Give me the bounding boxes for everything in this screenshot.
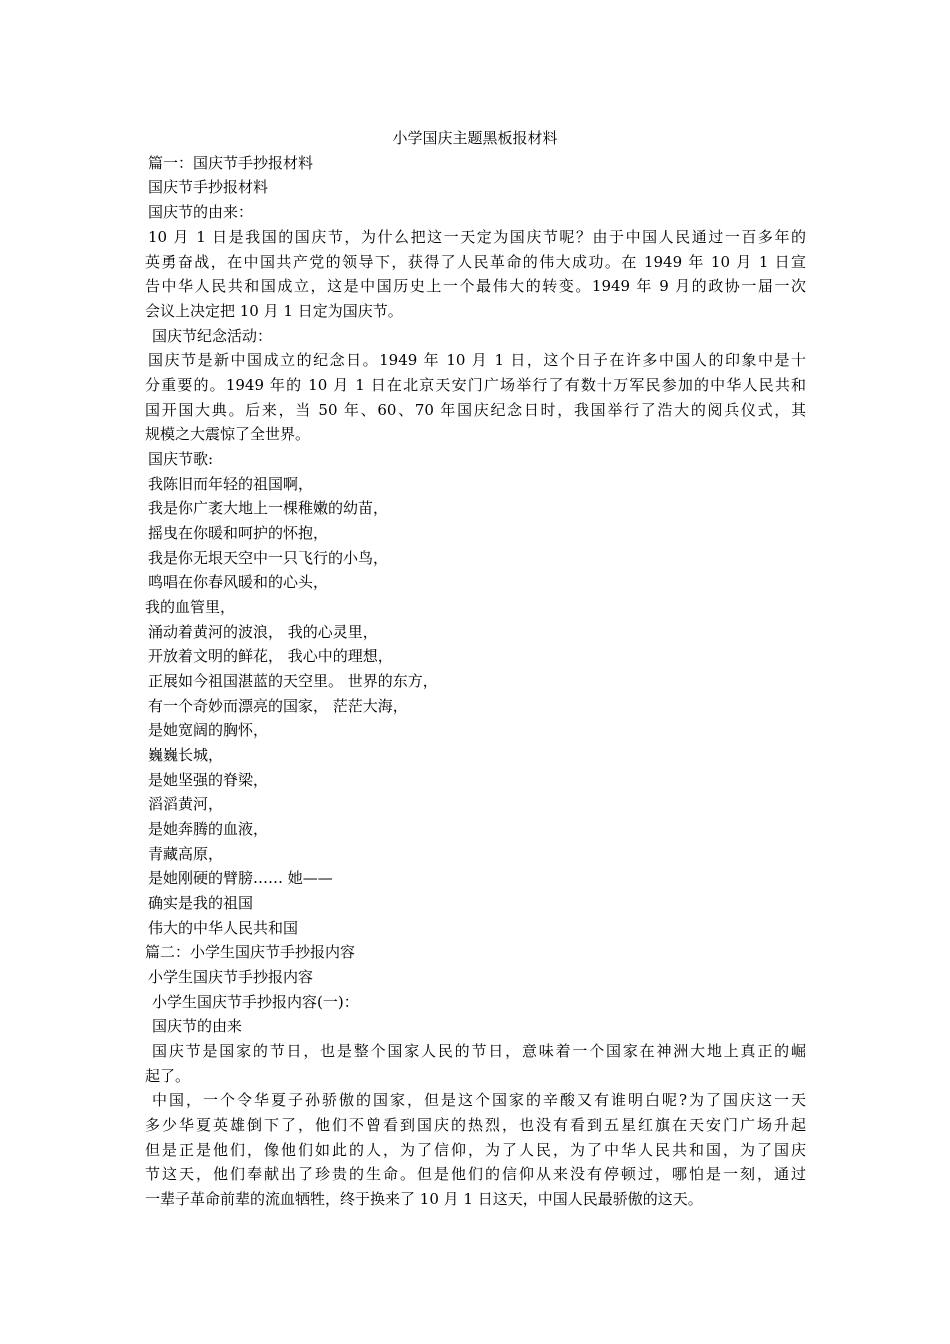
poem-line: 青藏高原，	[148, 845, 224, 863]
section-heading-2: 篇二：小学生国庆节手抄报内容	[145, 943, 356, 961]
poem-line: 是她宽阔的胸怀，	[148, 721, 269, 739]
poem-line: 开放着文明的鲜花， 我心中的理想，	[148, 647, 393, 665]
poem-line: 我是你无垠天空中一只飞行的小鸟，	[148, 549, 389, 567]
subheading: 国庆节的由来	[152, 1017, 243, 1035]
section-heading-1: 篇一：国庆节手抄报材料	[148, 154, 314, 172]
poem-line: 确实是我的祖国	[148, 894, 254, 912]
paragraph-line: 分重要的。1949 年的 10 月 1 日在北京天安门广场举行了有数十万军民参加的中华人民共和	[145, 376, 806, 394]
paragraph-line: 国庆节是新中国成立的纪念日。1949 年 10 月 1 日，这个日子在许多中国人的印象中是十	[148, 351, 806, 369]
poem-line: 摇曳在你暖和呵护的怀抱，	[148, 524, 329, 542]
subheading: 国庆节手抄报材料	[148, 178, 269, 196]
paragraph-line: 会议上决定把 10 月 1 日定为国庆节。	[145, 302, 403, 320]
document-title: 小学国庆主题黑板报材料	[392, 129, 558, 147]
poem-line: 鸣唱在你春风暖和的心头，	[148, 573, 329, 591]
subheading: 国庆节歌:	[148, 450, 214, 468]
poem-line: 伟大的中华人民共和国	[148, 919, 299, 937]
paragraph-line: 一辈子革命前辈的流血牺牲，终于换来了 10 月 1 日这天，中国人民最骄傲的这天。	[145, 1190, 703, 1208]
paragraph-line: 英勇奋战，在中国共产党的领导下，获得了人民革命的伟大成功。在 1949 年 10 月 1 日宣	[145, 253, 806, 271]
paragraph-line: 中国，一个令华夏子孙骄傲的国家，但是这个国家的辛酸又有谁明白呢?为了国庆这一天	[152, 1091, 806, 1109]
paragraph-line: 告中华人民共和国成立，这是中国历史上一个最伟大的转变。1949 年 9 月的政协一届一次	[145, 277, 806, 295]
poem-line: 有一个奇妙而漂亮的国家， 茫茫大海，	[148, 697, 408, 715]
poem-line: 是她刚硬的臂膀…… 她——	[148, 869, 333, 887]
paragraph-line: 国庆节是国家的节日，也是整个国家人民的节日，意味着一个国家在神洲大地上真正的崛	[152, 1042, 806, 1060]
poem-line: 是她奔腾的血液，	[148, 820, 269, 838]
subheading: 小学生国庆节手抄报内容(一)：	[152, 993, 359, 1011]
paragraph-line: 规模之大震惊了全世界。	[145, 425, 311, 443]
paragraph-line: 但是正是他们，像他们如此的人，为了信仰，为了人民，为了中华人民共和国，为了国庆	[145, 1141, 806, 1159]
poem-line: 正展如今祖国湛蓝的天空里。 世界的东方，	[148, 672, 438, 690]
poem-line: 我的血管里，	[145, 598, 236, 616]
poem-line: 滔滔黄河，	[148, 795, 224, 813]
paragraph-line: 国开国大典。后来，当 50 年、60、70 年国庆纪念日时，我国举行了浩大的阅兵仪式，其	[145, 401, 806, 419]
poem-line: 涌动着黄河的波浪， 我的心灵里，	[148, 623, 378, 641]
poem-line: 我是你广袤大地上一棵稚嫩的幼苗，	[148, 499, 389, 517]
paragraph-line: 节这天，他们奉献出了珍贵的生命。但是他们的信仰从来没有停顿过，哪怕是一刻，通过	[145, 1165, 806, 1183]
paragraph-line: 多少华夏英雄倒下了，他们不曾看到国庆的热烈，也没有看到五星红旗在天安门广场升起	[145, 1116, 806, 1134]
paragraph-line: 起了。	[145, 1067, 191, 1085]
subheading: 国庆节的由来：	[148, 203, 254, 221]
subheading: 国庆节纪念活动：	[152, 327, 273, 345]
poem-line: 我陈旧而年轻的祖国啊，	[148, 475, 314, 493]
subheading: 小学生国庆节手抄报内容	[148, 968, 314, 986]
poem-line: 巍巍长城，	[148, 746, 224, 764]
poem-line: 是她坚强的脊梁，	[148, 771, 269, 789]
paragraph-line: 10 月 1 日是我国的国庆节，为什么把这一天定为国庆节呢？由于中国人民通过一百多年的	[148, 228, 806, 246]
